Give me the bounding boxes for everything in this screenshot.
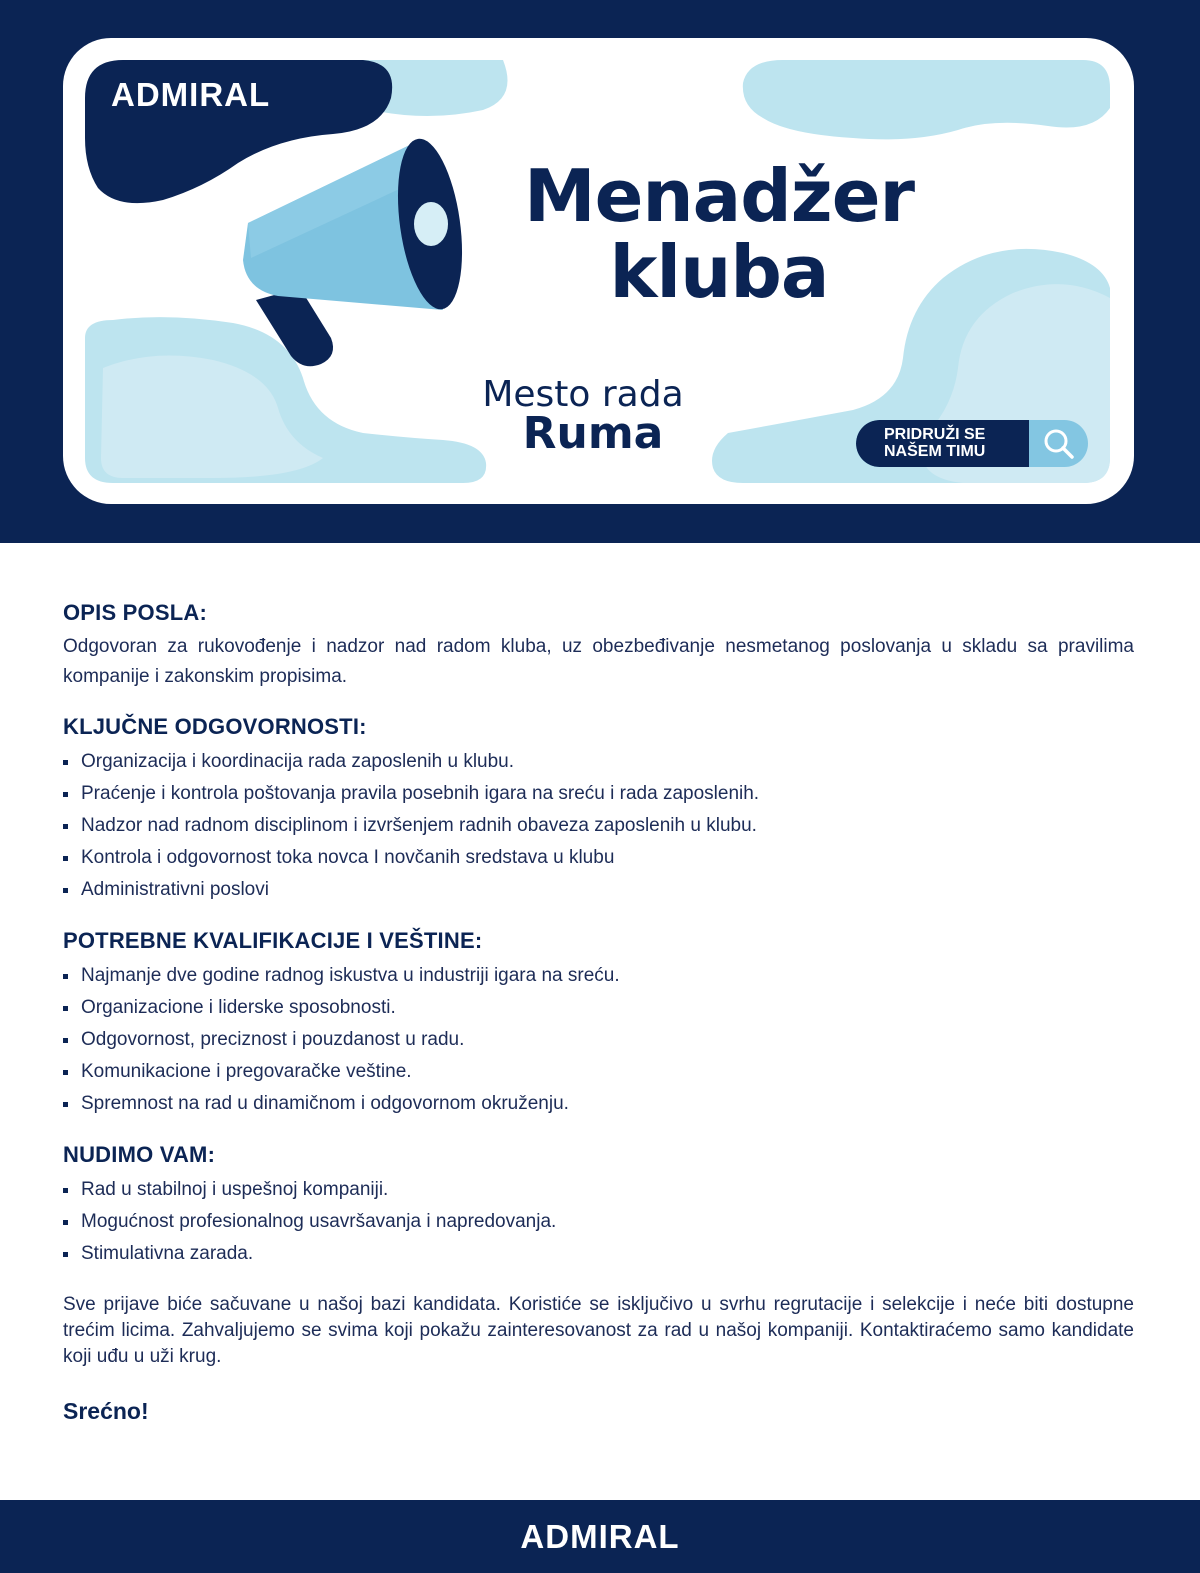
section-heading: OPIS POSLA: — [63, 600, 207, 625]
responsibilities-section — [63, 714, 1134, 906]
list-item: Komunikacione i pregovaračke veštine. — [63, 1056, 1134, 1088]
list-item: Nadzor nad radnom disciplinom i izvršenjem radnih obaveza zaposlenih u klubu. — [63, 810, 1134, 842]
job-posting-content — [63, 600, 1134, 1425]
admiral-logo: ADMIRAL — [111, 76, 271, 113]
search-icon — [1029, 420, 1088, 467]
list-item: Rad u stabilnoj i uspešnoj kompaniji. — [63, 1174, 1134, 1206]
admiral-logo: ADMIRAL — [520, 1517, 680, 1555]
job-description-text: Odgovoran za rukovođenje i nadzor nad radom kluba, uz obezbeđivanje nesmetanog poslovanja u skladu sa pravilima kompanije i zakonskim propisima. — [63, 636, 1134, 687]
job-description-section — [63, 600, 1134, 692]
list-item: Praćenje i kontrola poštovanja pravila posebnih igara na sreću i rada zaposlenih. — [63, 778, 1134, 810]
privacy-notice: Sve prijave biće sačuvane u našoj bazi kandidata. Koristiće se isključivo u svrhu regrutacije i selekcije i neće biti dostupne trećim licima. Zahvaljujemo se svima koji pokažu zainteresovanost za rad u našoj kompaniji. Kontaktiraćemo samo kandidate koji uđu u uži krug. — [63, 1294, 1134, 1367]
list-item: Spremnost na rad u dinamičnom i odgovornom okruženju. — [63, 1088, 1134, 1120]
job-title — [499, 154, 939, 314]
footer — [0, 1500, 1200, 1573]
good-luck-text: Srećno! — [63, 1398, 149, 1424]
section-heading: KLJUČNE ODGOVORNOSTI: — [63, 714, 367, 739]
megaphone-icon — [243, 135, 472, 367]
section-heading: NUDIMO VAM: — [63, 1142, 216, 1167]
list-item: Kontrola i odgovornost toka novca I novčanih sredstava u klubu — [63, 842, 1134, 874]
hero-banner — [0, 0, 1200, 543]
job-title-line1: Menadžer — [523, 154, 915, 238]
list-item: Mogućnost profesionalnog usavršavanja i napredovanja. — [63, 1206, 1134, 1238]
list-item: Najmanje dve godine radnog iskustva u industriji igara na sreću. — [63, 960, 1134, 992]
location-value: Ruma — [522, 408, 664, 459]
qualifications-list — [63, 960, 1134, 1120]
banner-card — [63, 38, 1134, 504]
job-title-line2: kluba — [609, 230, 829, 314]
qualifications-section — [63, 928, 1134, 1120]
responsibilities-list — [63, 746, 1134, 906]
location-label: Mesto rada — [482, 374, 684, 415]
section-heading: POTREBNE KVALIFIKACIJE I VEŠTINE: — [63, 928, 483, 953]
join-team-button[interactable] — [856, 420, 1088, 467]
list-item: Stimulativna zarada. — [63, 1238, 1134, 1270]
join-team-label: PRIDRUŽI SE NAŠEM TIMU — [856, 420, 1029, 467]
offer-list — [63, 1174, 1134, 1270]
list-item: Organizacione i liderske sposobnosti. — [63, 992, 1134, 1024]
offer-section — [63, 1142, 1134, 1270]
list-item: Administrativni poslovi — [63, 874, 1134, 906]
list-item: Organizacija i koordinacija rada zaposlenih u klubu. — [63, 746, 1134, 778]
list-item: Odgovornost, preciznost i pouzdanost u radu. — [63, 1024, 1134, 1056]
